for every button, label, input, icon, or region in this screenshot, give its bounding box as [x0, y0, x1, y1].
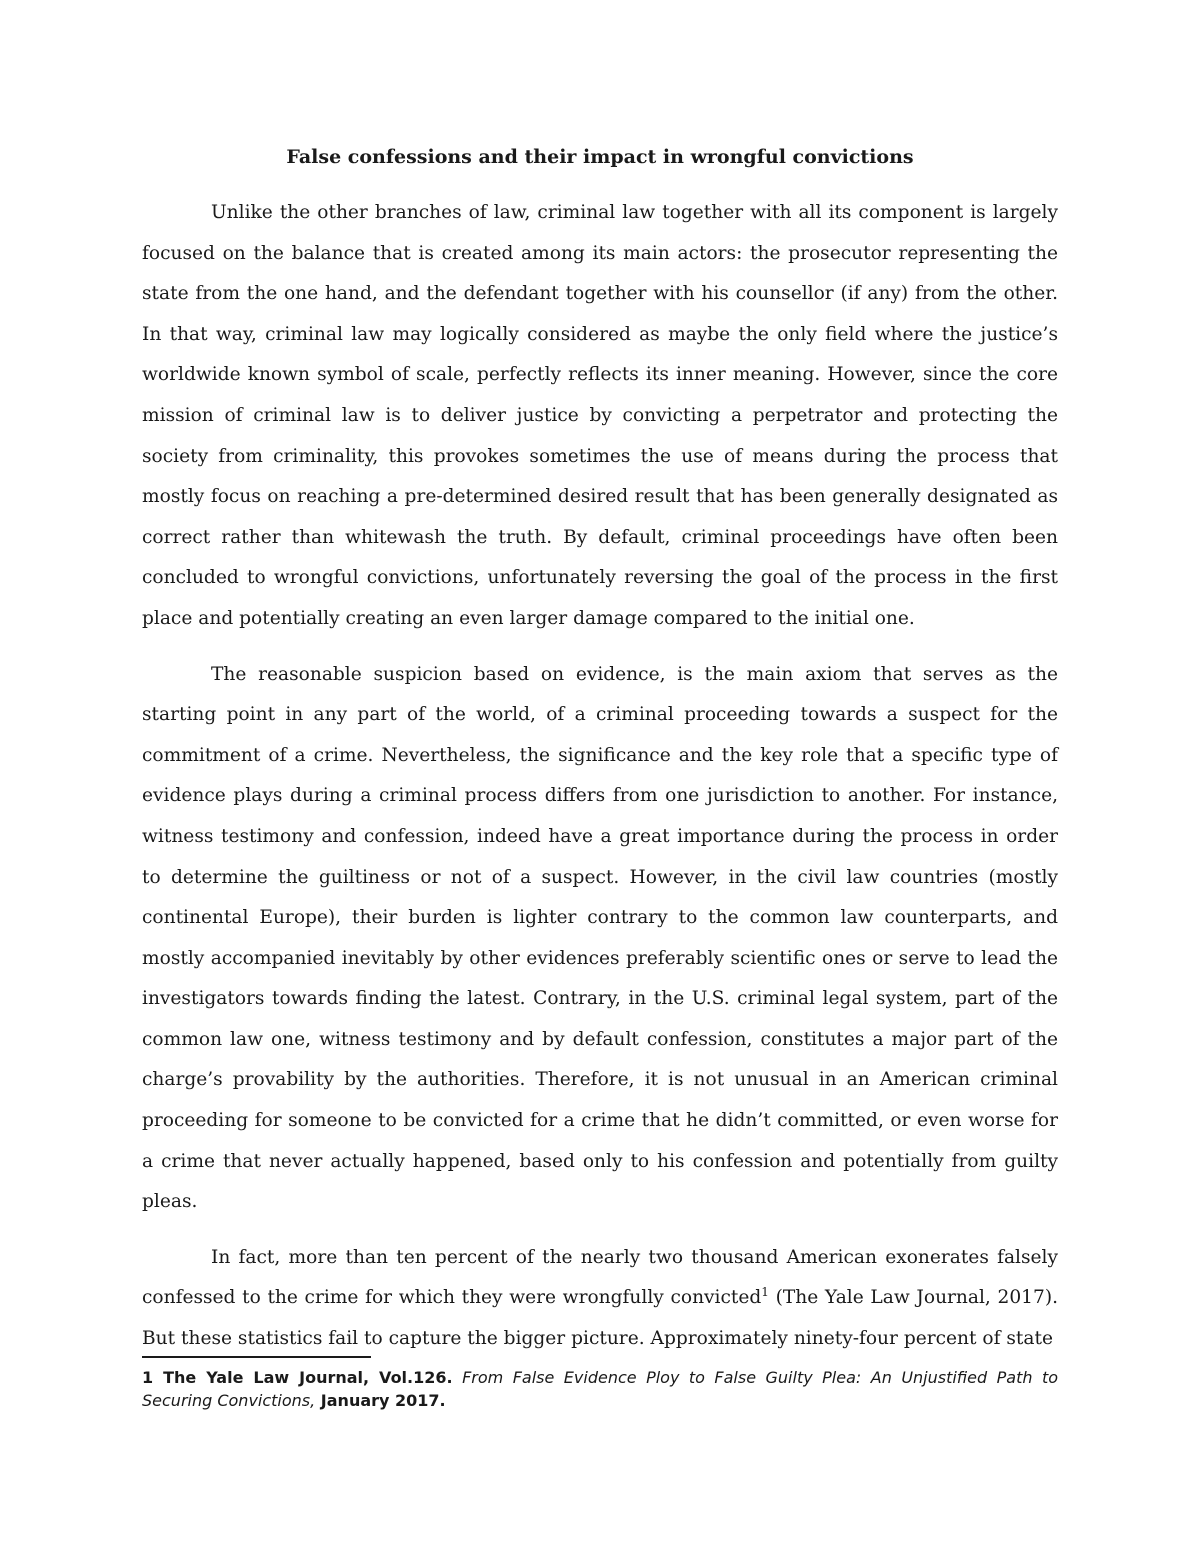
footnote-article-title: From False Evidence Ploy to False Guilty Plea: An Unjustified Path to Securing Convictions,	[142, 1368, 1059, 1410]
document-title: False confessions and their impact in wrongful convictions	[286, 146, 914, 168]
footnote	[142, 1366, 1058, 1412]
footnote-date: January 2017.	[315, 1391, 446, 1410]
footnote-number-source: 1 The Yale Law Journal,	[142, 1368, 370, 1387]
document-body	[142, 193, 1058, 1375]
footnote-reference-mark[interactable]: 1	[761, 1285, 769, 1300]
paragraph-3-text-after-reference: (The Yale Law Journal, 2017). But these statistics fail to capture the bigger picture. Approximately ninety-four percent of state	[142, 1287, 1058, 1350]
paragraph-2: The reasonable suspicion based on evidence, is the main axiom that serves as the starting point in any part of the world, of a criminal proceeding towards a suspect for the commitment of a crime. Nevertheless, the significance and the key role that a specific type of evidence plays during a criminal process differs from one jurisdiction to another. For instance, witness testimony and confession, indeed have a great importance during the process in order to determine the guiltiness or not of a suspect. However, in the civil law countries (mostly continental Europe), their burden is lighter contrary to the common law counterparts, and mostly accompanied inevitably by other evidences preferably scientific ones or serve to lead the investigators towards finding the latest. Contrary, in the U.S. criminal legal system, part of the common law one, witness testimony and by default confession, constitutes a major part of the charge’s provability by the authorities. Therefore, it is not unusual in an American criminal proceeding for someone to be convicted for a crime that he didn’t committed, or even worse for a crime that never actually happened, based only to his confession and potentially from guilty pleas.	[142, 663, 1058, 1213]
paragraph-3	[142, 1238, 1058, 1360]
footnote-volume: Vol.126.	[369, 1368, 453, 1387]
paragraph-1: Unlike the other branches of law, criminal law together with all its component is largely focused on the balance that is created among its main actors: the prosecutor representing the state from the one hand, and the defendant together with his counsellor (if any) from the other. In that way, criminal law may logically considered as maybe the only field where the justice’s worldwide known symbol of scale, perfectly reflects its inner meaning. However, since the core mission of criminal law is to deliver justice by convicting a perpetrator and protecting the society from criminality, this provokes sometimes the use of means during the process that mostly focus on reaching a pre-determined desired result that has been generally designated as correct rather than whitewash the truth. By default, criminal proceedings have often been concluded to wrongful convictions, unfortunately reversing the goal of the process in the first place and potentially creating an even larger damage compared to the initial one.	[142, 202, 1058, 629]
paragraph-3-text-before-reference: In fact, more than ten percent of the nearly two thousand American exonerates falsely confessed to the crime for which they were wrongfully convicted	[142, 1246, 1058, 1309]
footnote-separator	[142, 1356, 371, 1358]
